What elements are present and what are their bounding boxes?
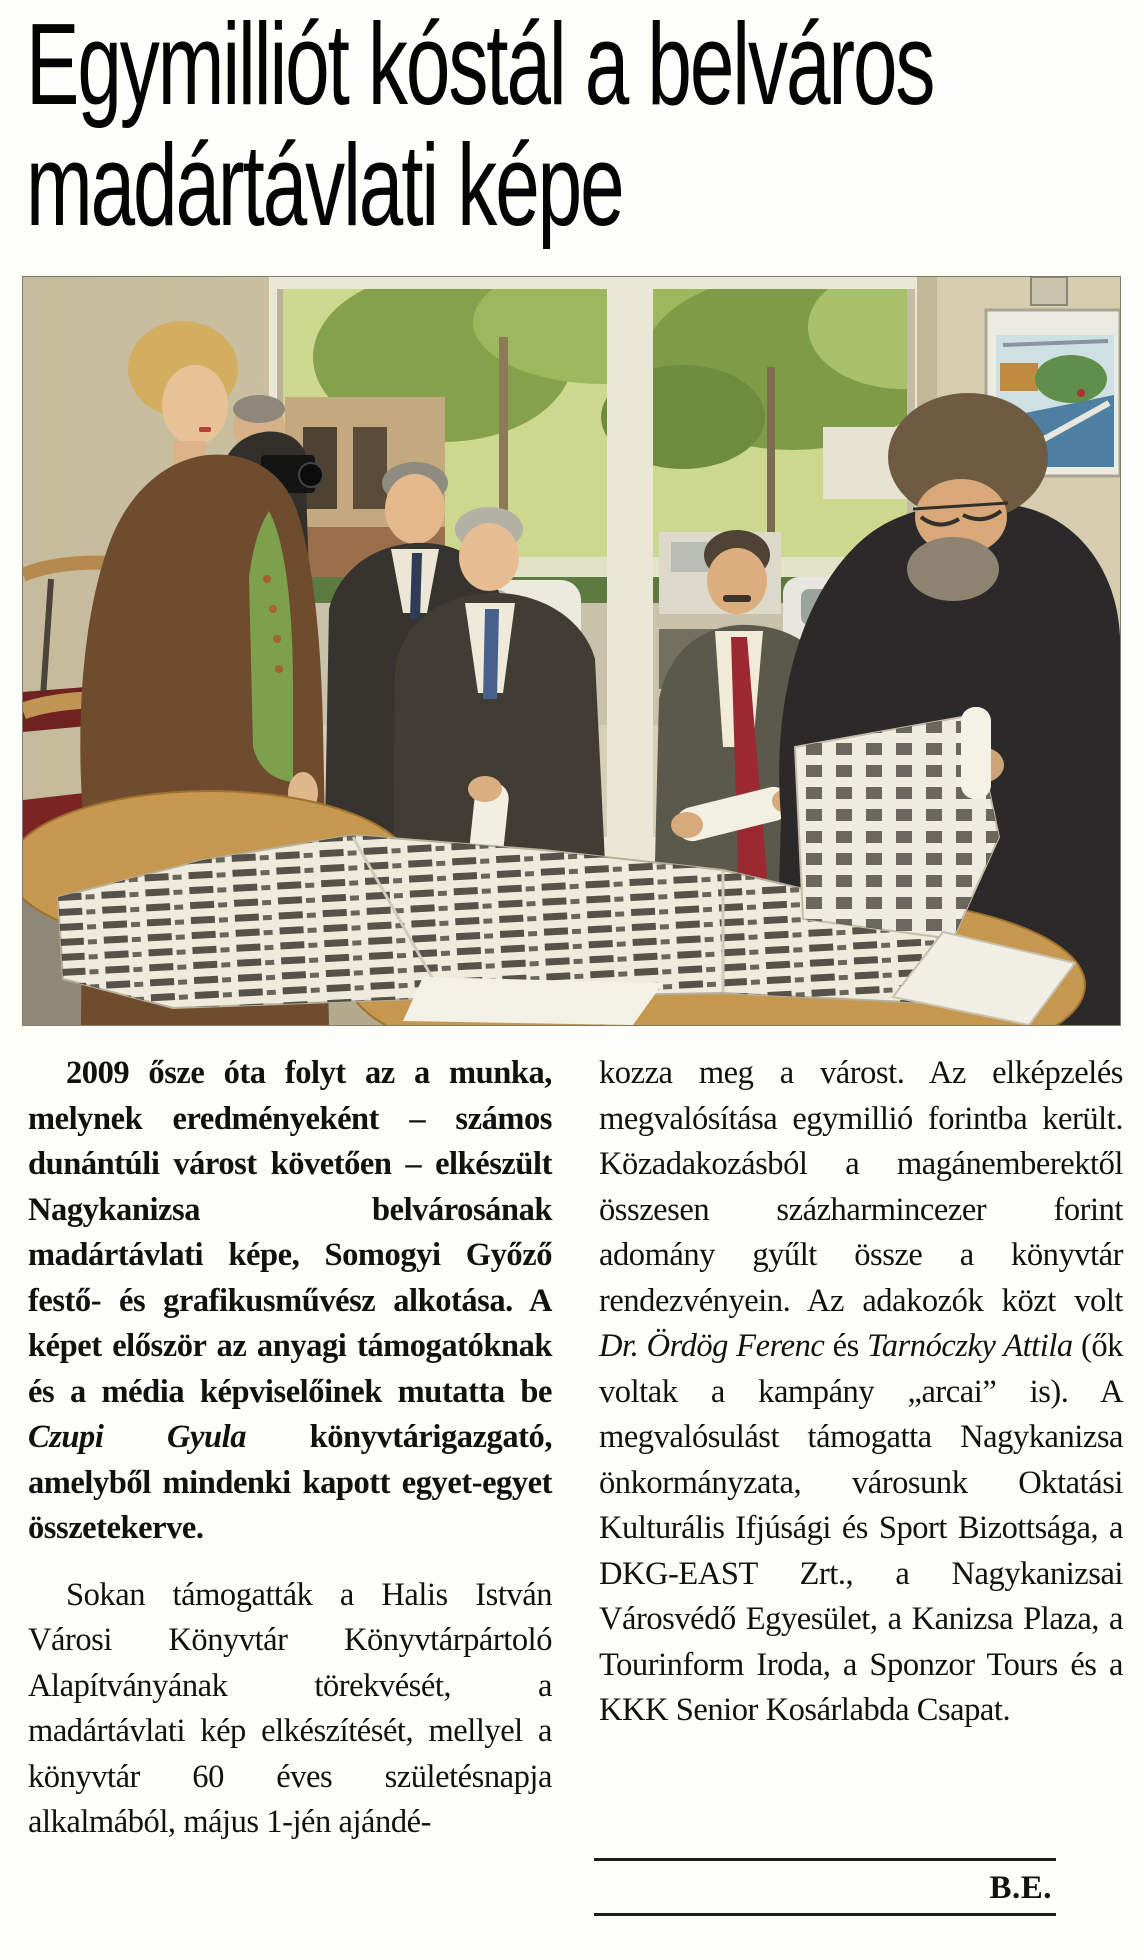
window-mullion [607, 289, 653, 841]
byline: B.E. [989, 1870, 1052, 1906]
headline-line-1: Egymilliót kóstál a belváros [26, 0, 934, 129]
lead-paragraph [28, 1051, 552, 1552]
lead-text-1: 2009 ősze óta folyt az a munka, melynek eredményeként – számos dunántúli várost követően – elkészült Nagykanizsa belvárosának madártávlati képe, Somogyi Győző festő- és grafikusművész alkotása. A képet először az anyagi támogatóknak és a média képviselőinek mutatta be [28, 1055, 552, 1410]
photo-illustration [23, 277, 1120, 1025]
paragraph-supporters: Sokan támogatták a Halis István Városi Könyvtár Könyvtárpártoló Alapítványának törekvését, a madártávlati kép elkészítését, mellyel a könyvtár 60 éves születésnapja alkalmából, május 1-jén ajándé- [28, 1576, 552, 1840]
right-text-2: és [824, 1328, 868, 1364]
body-column-left [28, 1051, 552, 1846]
man-center-tie [483, 609, 499, 699]
article-photo [23, 277, 1120, 1025]
person-name-czupi-gyula: Czupi Gyula [28, 1419, 247, 1455]
bearded-beard [907, 537, 999, 601]
lead-text-2: könyvtárigazgató, amelyből mindenki kapott egyet-egyet összetekerve. [28, 1419, 552, 1546]
woman-face [162, 365, 228, 445]
person-name-tarnoczky-attila: Tarnóczky Attila [867, 1328, 1073, 1364]
white-paper-center [403, 977, 663, 1025]
paragraph-continuation [599, 1051, 1123, 1734]
right-text-3: (ők voltak a kampány „arcai” is). A megvalósulást támogatta Nagykanizsa önkormányzata, városunk Oktatási Kulturális Ifjúsági és Sport Bizottsága, a DKG-EAST Zrt., a Nagykanizsai Városvédő Egyesület, a Kanizsa Plaza, a Tourinform Iroda, a Sponzor Tours és a KKK Senior Kosárlabda Csapat. [599, 1328, 1123, 1728]
body-column-right [599, 1051, 1123, 1734]
article-headline [26, 0, 1144, 250]
headline-line-2: madártávlati képe [26, 120, 623, 250]
person-name-ordog-ferenc: Dr. Ördög Ferenc [599, 1328, 825, 1364]
right-text-1: kozza meg a várost. Az elképzelés megvalósítása egymillió forintba került. Közadakozásból a magánemberektől összesen százharmincezer forint adomány gyűlt össze a könyvtár rendezvényein. Az adakozók közt volt [599, 1055, 1123, 1319]
byline-footer [594, 1858, 1056, 1916]
